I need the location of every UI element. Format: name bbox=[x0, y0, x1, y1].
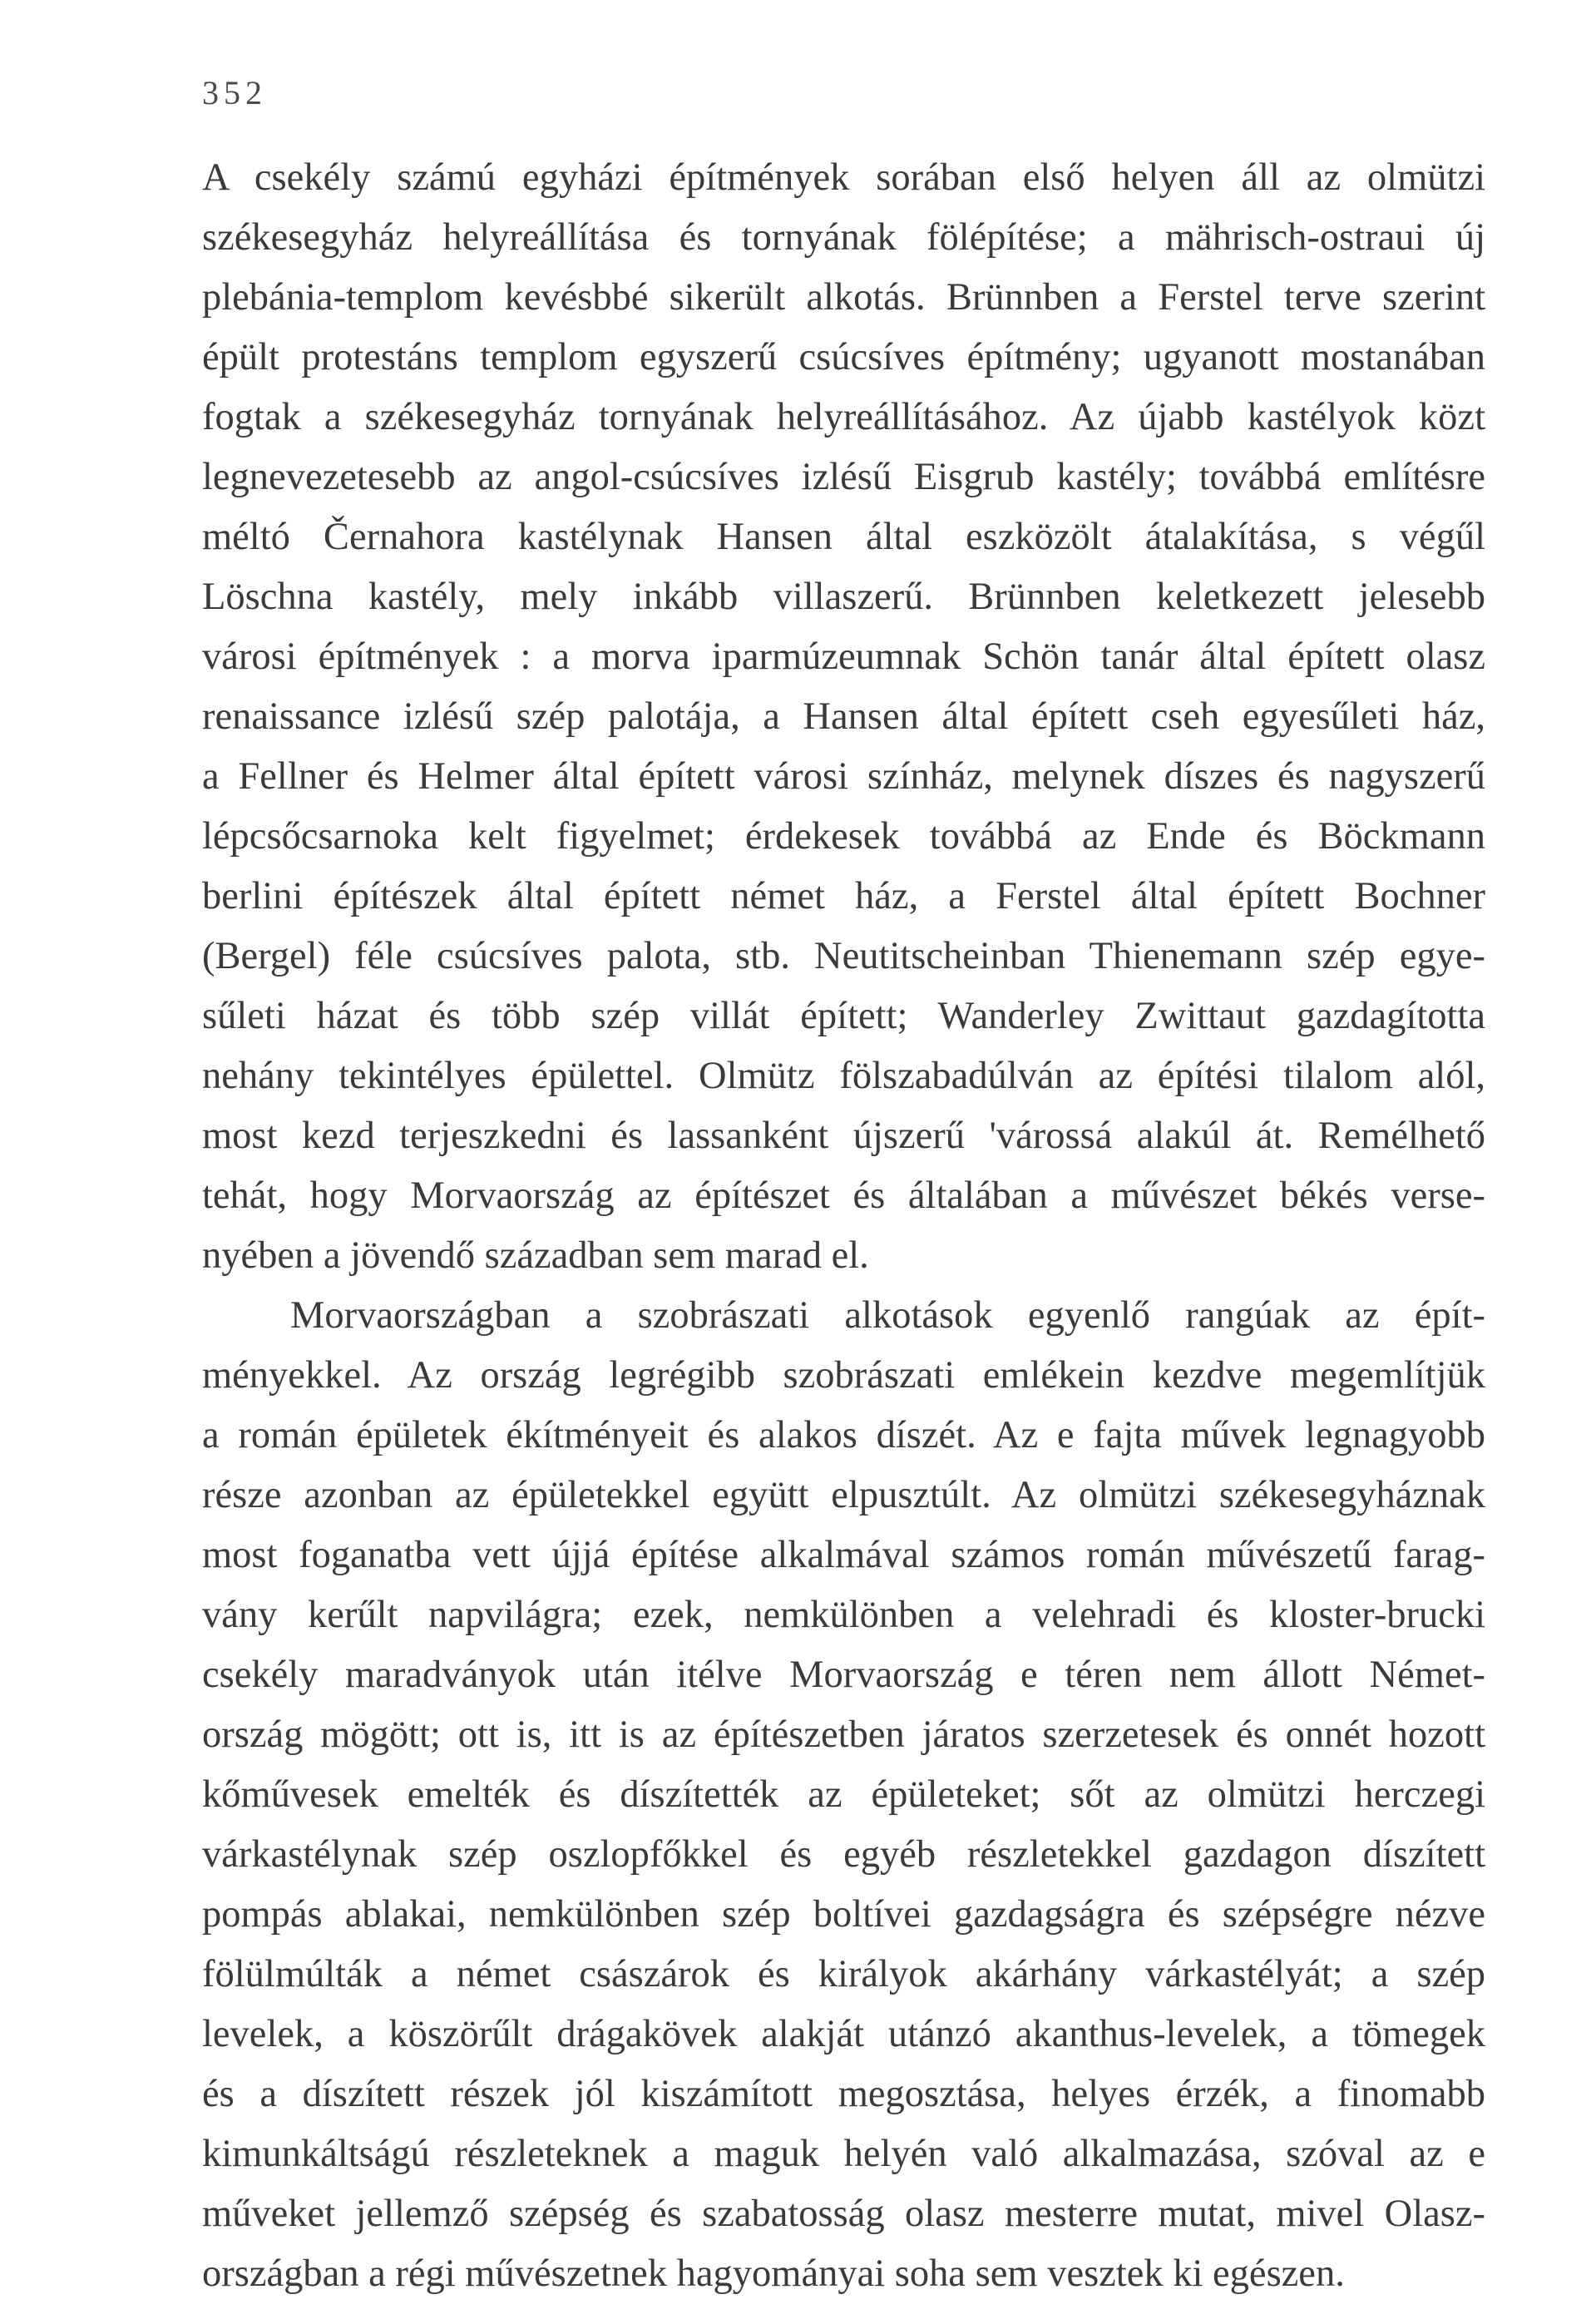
text-line: méltó Černahora kastélynak Hansen által eszközölt átalakítása, s végűl bbox=[202, 516, 1485, 558]
text-line: ményekkel. Az ország legrégibb szobrászati emlékein kezdve megemlítjük bbox=[202, 1354, 1485, 1397]
paragraph-start-line: Morvaországban a szobrászati alkotások egyenlő rangúak az épít- bbox=[290, 1294, 1485, 1337]
text-line: kimunkáltságú részleteknek a maguk helyén való alkalmazása, szóval az e bbox=[202, 2133, 1485, 2175]
text-line: ország mögött; ott is, itt is az építészetben járatos szerzetesek és onnét hozott bbox=[202, 1713, 1485, 1756]
text-line: várkastélynak szép oszlopfőkkel és egyéb részletekkel gazdagon díszített bbox=[202, 1833, 1485, 1876]
text-line: legnevezetesebb az angol-csúcsíves izlésű Eisgrub kastély; továbbá említésre bbox=[202, 456, 1485, 498]
text-line: kőművesek emelték és díszítették az épületeket; sőt az olmützi herczegi bbox=[202, 1773, 1485, 1816]
text-line: és a díszített részek jól kiszámított megosztása, helyes érzék, a finomabb bbox=[202, 2073, 1485, 2115]
text-line: pompás ablakai, nemkülönben szép boltívei gazdagságra és szépségre nézve bbox=[202, 1893, 1485, 1936]
text-line: lépcsőcsarnoka kelt figyelmet; érdekesek továbbá az Ende és Böckmann bbox=[202, 815, 1485, 858]
page-number: 352 bbox=[202, 74, 267, 111]
text-line: levelek, a köszörűlt drágakövek alakját utánzó akanthus-levelek, a tömegek bbox=[202, 2013, 1485, 2055]
body-text bbox=[202, 148, 1485, 2304]
text-line: renaissance izlésű szép palotája, a Hansen által épített cseh egyesűleti ház, bbox=[202, 695, 1485, 738]
text-line: (Bergel) féle csúcsíves palota, stb. Neutitscheinban Thienemann szép egye- bbox=[202, 935, 1485, 977]
text-line: fogtak a székesegyház tornyának helyreállításához. Az újabb kastélyok közt bbox=[202, 396, 1485, 438]
text-line: országban a régi művészetnek hagyományai soha sem vesztek ki egészen. bbox=[202, 2252, 1345, 2295]
text-line: a Fellner és Helmer által épített városi színház, melynek díszes és nagyszerű bbox=[202, 755, 1485, 798]
text-line: tehát, hogy Morvaország az építészet és általában a művészet békés verse- bbox=[202, 1174, 1485, 1217]
text-line: nyében a jövendő században sem marad el. bbox=[202, 1234, 869, 1277]
text-line: A csekély számú egyházi építmények sorában első helyen áll az olmützi bbox=[202, 156, 1485, 199]
text-line: része azonban az épületekkel együtt elpusztúlt. Az olmützi székesegyháznak bbox=[202, 1474, 1485, 1516]
text-line: épült protestáns templom egyszerű csúcsíves építmény; ugyanott mostanában bbox=[202, 336, 1485, 378]
text-line: csekély maradványok után itélve Morvaország e téren nem állott Német- bbox=[202, 1654, 1485, 1696]
text-line: berlini építészek által épített német ház, a Ferstel által épített Bochner bbox=[202, 875, 1485, 917]
text-line: most kezd terjeszkedni és lassanként újszerű 'várossá alakúl át. Remélhető bbox=[202, 1115, 1485, 1157]
text-line: fölülmúlták a német császárok és királyok akárhány várkastélyát; a szép bbox=[202, 1953, 1485, 1995]
text-line: Löschna kastély, mely inkább villaszerű. Brünnben keletkezett jelesebb bbox=[202, 576, 1485, 618]
text-line: plebánia-templom kevésbbé sikerült alkotás. Brünnben a Ferstel terve szerint bbox=[202, 276, 1485, 319]
text-line: városi építmények : a morva iparmúzeumnak Schön tanár által épített olasz bbox=[202, 635, 1485, 678]
text-line: műveket jellemző szépség és szabatosság olasz mesterre mutat, mivel Olasz- bbox=[202, 2193, 1485, 2235]
text-line: székesegyház helyreállítása és tornyának fölépítése; a mährisch-ostraui új bbox=[202, 216, 1485, 259]
text-line: vány kerűlt napvilágra; ezek, nemkülönben a velehradi és kloster-brucki bbox=[202, 1594, 1485, 1636]
text-line: nehány tekintélyes épülettel. Olmütz fölszabadúlván az építési tilalom alól, bbox=[202, 1055, 1485, 1097]
text-line: a román épületek ékítményeit és alakos díszét. Az e fajta művek legnagyobb bbox=[202, 1414, 1485, 1456]
text-line: most foganatba vett újjá építése alkalmával számos román művészetű farag- bbox=[202, 1534, 1485, 1576]
text-line: sűleti házat és több szép villát épített; Wanderley Zwittaut gazdagította bbox=[202, 995, 1485, 1037]
